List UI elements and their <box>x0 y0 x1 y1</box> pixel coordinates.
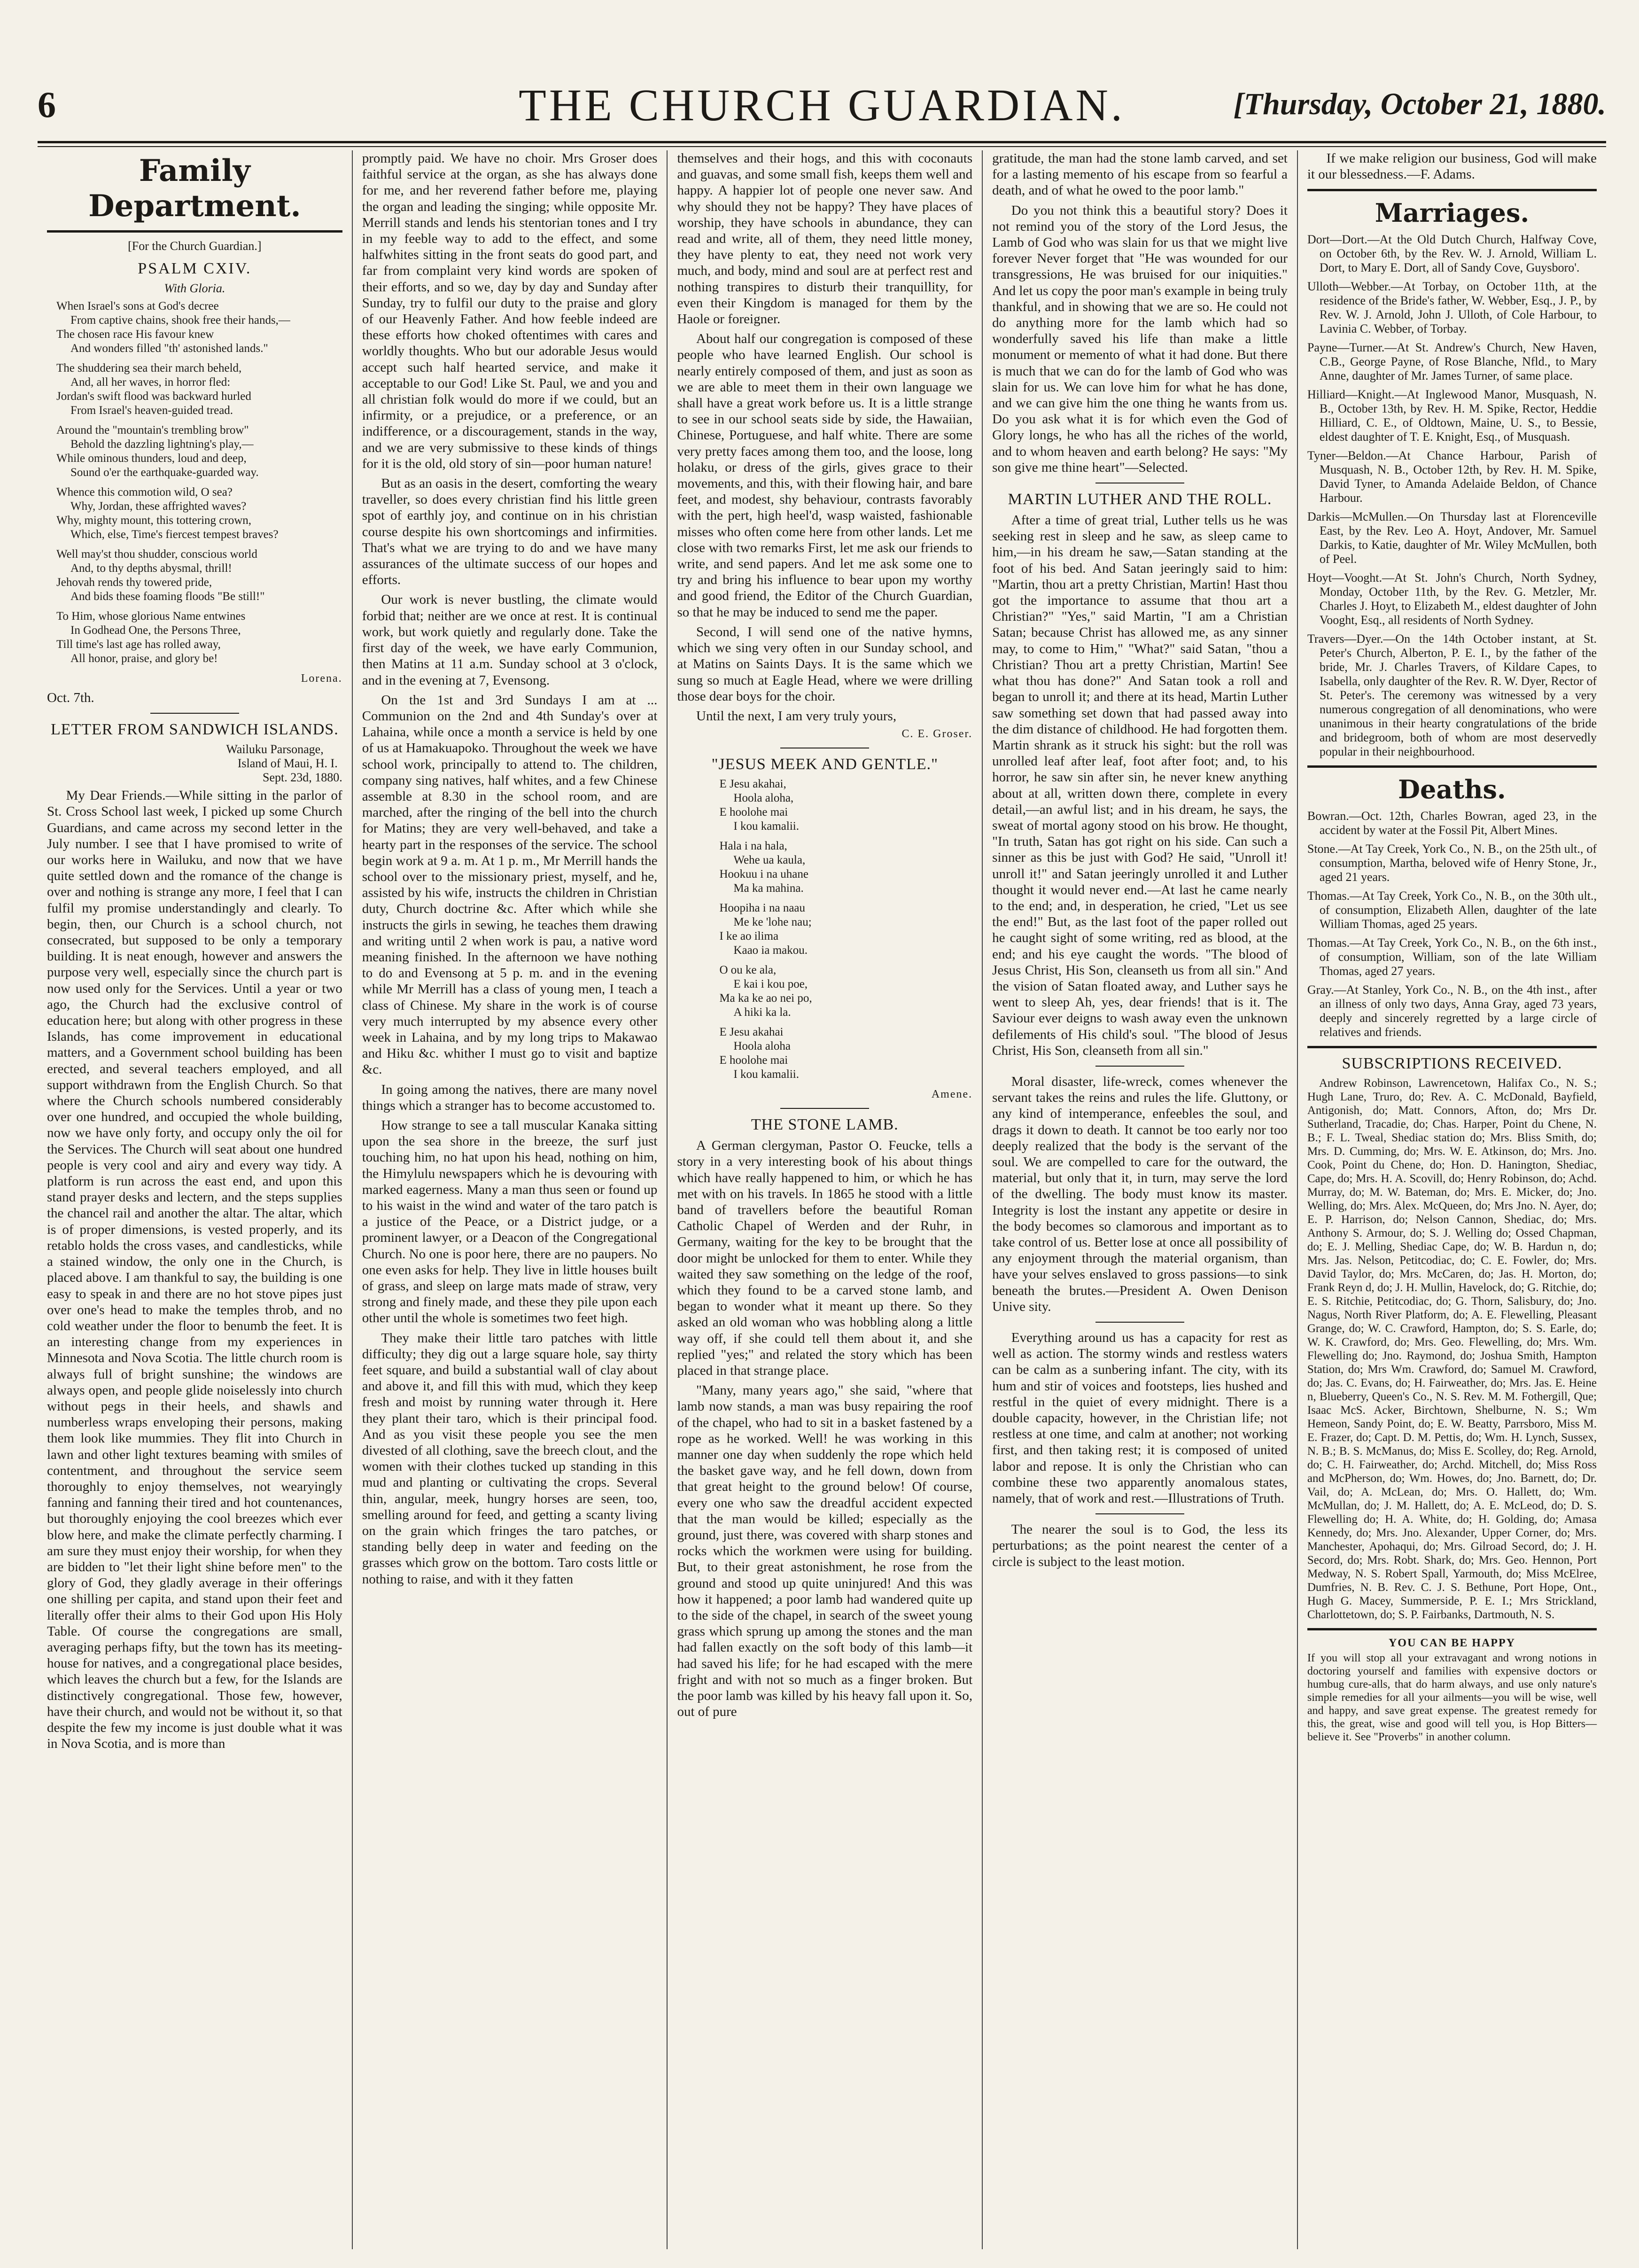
psalm-poem <box>56 299 342 666</box>
letter-date: Sept. 23d, 1880. <box>262 771 342 785</box>
article-paragraph: The nearer the soul is to God, the less its perturbations; as the point nearest the center of a circle is subject to the least motion. <box>992 1522 1288 1569</box>
column-3 <box>668 150 983 2249</box>
marriage-entry: Hoyt—Vooght.—At St. John's Church, North Sydney, Monday, October 11th, by the Rev. G. Metzler, Mr. Charles J. Hoyt, to Elizabeth M., eldest daughter of John Vooght, Esq., all residents of North Sydney. <box>1307 571 1597 627</box>
family-department-heading: Family Department. <box>88 153 301 224</box>
article-paragraph: "Many, many years ago," she said, "where that lamb now stands, a man was busy repairing the roof of the chapel, who had to sit in a basket fastened by a rope as he worked. Well! he was working in this manner one day when suddenly the rope which held the basket gave way, and he fell down, down from that great height to the ground below! Of course, every one who saw the dreadful accident expected that the man would be killed; especially as the ground, just there, was covered with sharp stones and rocks which the workmen were using for building. But, to their great astonishment, he rose from the ground and stood up quite uninjured! And this was how it happened; a poor lamb had wandered quite up to the side of the chapel, in search of the sweet young grass which sprung up among the stones and the man had fallen exactly on the soft body of this lamb—it had saved his life; for he had escaped with the mere fright and with not so much as a finger broken. But the poor lamb was killed by his heavy fall upon it. So, out of pure <box>677 1383 973 1720</box>
page-number: 6 <box>38 84 56 125</box>
letter-paragraph: But as an oasis in the desert, comforting the weary traveller, so does every christian find his little green spot of earthly joy, and continue on in his christian course despite his own shortcomings and infirmities. That's what we are trying to do and we have many assurances of the ultimate success of our hopes and efforts. <box>362 476 658 588</box>
death-entry: Bowran.—Oct. 12th, Charles Bowran, aged 23, in the accident by water at the Fossil Pit, Albert Mines. <box>1307 809 1597 837</box>
letter-heading: LETTER FROM SANDWICH ISLANDS. <box>51 721 339 739</box>
hymn-stanza: E Jesu akahai Hoola aloha E hoolohe mai I kou kamalii. <box>719 1026 799 1081</box>
death-entry: Gray.—At Stanley, York Co., N. B., on the 4th inst., after an illness of only two days, Anna Gray, aged 73 years, deeply and sincerely regretted by a large circle of relatives and friends. <box>1307 983 1597 1039</box>
poem-stanza: When Israel's sons at God's decree From captive chains, shook free their hands,— The chosen race His favour knew And wonders filled "th' astonished lands." <box>56 300 290 355</box>
rule <box>1307 765 1597 768</box>
hymn-stanza: Hala i na hala, Wehe ua kaula, Hookuu i na uhane Ma ka mahina. <box>719 840 808 895</box>
poem-stanza: Well may'st thou shudder, conscious world And, to thy depths abysmal, thrill! Jehovah rends thy towered pride, And bids these foaming floods "Be still!" <box>56 548 265 603</box>
marriage-entry: Ulloth—Webber.—At Torbay, on October 11th, at the residence of the Bride's father, W. Webber, Esq., J. P., by Rev. W. J. Arnold, John J. Ulloth, of Cole Harbour, to Lavinia C. Webber, of Torbay. <box>1307 280 1597 336</box>
quote-paragraph: If we make religion our business, God will make it our blessedness.—F. Adams. <box>1307 151 1597 182</box>
article-paragraph: Everything around us has a capacity for rest as well as action. The stormy winds and restless waters can be calm as a sunbering infant. The city, with its hum and stir of voices and footsteps, lies hushed and restful in the quiet of every midnight. There is a double capacity, however, in the Christian life; not restless at one time, and calm at another; not working first, and then taking rest; it is composed of united labor and repose. It is only the Christian who can combine these two apparently anomalous states, namely, that of work and rest.—Illustrations of Truth. <box>992 1330 1288 1506</box>
newspaper-title: THE CHURCH GUARDIAN. <box>519 80 1125 130</box>
article-paragraph: A German clergyman, Pastor O. Feucke, tells a story in a very interesting book of his about things which have really happened to him, or which he has met with on his travels. In 1865 he stood with a little band of travellers before the beautiful Roman Catholic Chapel of Werden and der Ruhr, in Germany, waiting for the key to be brought that the door might be unlocked for them to enter. While they waited they saw something on the ledge of the roof, which they found to be a carved stone lamb, and began to wonder what it meant up there. So they asked an old woman who was hobbling along a little way off, if she could tell them about it, and she replied "yes;" and related the story which has been placed in that strange place. <box>677 1138 973 1378</box>
deaths-heading: Deaths. <box>1398 774 1506 805</box>
hymn-stanza: O ou ke ala, E kai i kou poe, Ma ka ke ao nei po, A hiki ka la. <box>719 964 812 1019</box>
column-1 <box>38 150 353 2249</box>
divider <box>992 482 1288 484</box>
poem-signature: Lorena. <box>301 672 342 685</box>
letter-paragraph: About half our congregation is composed of these people who have learned English. Our school is nearly entirely composed of them, and just as soon as we are able to meet them in their own language we shall have a great work before us. It is a little strange to see in our school seats side by side, the Hawaiian, Chinese, Portuguese, and half white. There are some very pretty faces among them too, and the loose, long holaku, or dress of the girls, gives grace to their movements, and this, with their flowing hair, and bare feet, and modest, shy behaviour, contrasts favorably with the pert, high heel'd, wasp waisted, fashionable misses who often come here from other lands. Let me close with two remarks First, let me ask our friends to write, and send papers. And let me ask some one to try and bring his influence to bear upon my worthy and good friend, the Editor of the Church Guardian, so that he may be induced to send me the paper. <box>677 331 973 620</box>
column-4 <box>983 150 1298 2249</box>
letter-paragraph: In going among the natives, there are many novel things which a stranger has to become accustomed to. <box>362 1082 658 1113</box>
column-2 <box>353 150 668 2249</box>
advert-heading: YOU CAN BE HAPPY <box>1388 1637 1515 1650</box>
article-paragraph: Do you not think this a beautiful story? Does it not remind you of the story of the Lord Jesus, the Lamb of God who was slain for us that we might live forever Never forget that "He was wounded for our transgressions, He was bruised for our iniquities." And let us copy the poor man's example in being truly thankful, and in showing that we are so. He could not do anything more for the lamb which had so wonderfully saved his life than make a little monument or memento of what it had done. But there is much that we can do for the lamb of God who was slain for us. We can love him for what he has done, and we can give him the one thing he wants from us. Do you ask what it is for which even the God of Glory longs, he who has all the riches of the world, and to whom heaven and earth belong? He says: "My son give me thine heart"—Selected. <box>992 203 1288 475</box>
marriage-entry: Tyner—Beldon.—At Chance Harbour, Parish of Musquash, N. B., October 12th, by Rev. H. M. Spike, David Tyner, to Amanda Adelaide Beldon, of Chance Harbour. <box>1307 449 1597 505</box>
hymn-stanza: Hoopiha i na naau Me ke 'lohe nau; I ke ao ilima Kaao ia makou. <box>719 902 812 957</box>
poem-stanza: The shuddering sea their march beheld, And, all her waves, in horror fled: Jordan's swift flood was backward hurled From Israel's heaven-guided tread. <box>56 362 251 417</box>
poem-credit: [For the Church Guardian.] <box>128 239 262 253</box>
issue-date: [Thursday, October 21, 1880. <box>1233 87 1606 121</box>
rule <box>47 230 342 233</box>
article-paragraph: gratitude, the man had the stone lamb carved, and set for a lasting memento of his escape from so fearful a death, and of what he owed to the poor lamb." <box>992 151 1288 198</box>
divider <box>992 1513 1288 1515</box>
death-entry: Stone.—At Tay Creek, York Co., N. B., on the 25th ult., of consumption, Martha, beloved wife of Henry Stone, Jr., aged 21 years. <box>1307 842 1597 884</box>
letter-paragraph: themselves and their hogs, and this with coconauts and guavas, and some small fish, keeps them well and happy. A happier lot of people one never saw. And why should they not be happy? They have places of worship, they have schools in abundance, they can read and write, all of them, they need little money, they have plenty to eat, they need not work very much, and body, mind and soul are at perfect rest and nothing transpires to disturb their tranquillity, for even their Kingdom is managed for them by the Haole or foreigner. <box>677 151 973 327</box>
poem-title: PSALM CXIV. <box>138 260 252 277</box>
poem-date: Oct. 7th. <box>47 690 94 705</box>
subscriptions-heading: SUBSCRIPTIONS RECEIVED. <box>1342 1055 1562 1073</box>
rule <box>1307 1046 1597 1048</box>
hymn-amen: Amene. <box>931 1088 973 1101</box>
columns <box>38 150 1606 2249</box>
poem-stanza: Around the "mountain's trembling brow" Behold the dazzling lightning's play,— While ominous thunders, loud and deep, Sound o'er the earthquake-guarded way. <box>56 424 259 479</box>
poem-subtitle: With Gloria. <box>164 281 225 295</box>
subscriptions-list: Andrew Robinson, Lawrencetown, Halifax Co., N. S.; Hugh Lane, Truro, do; Rev. A. C. McDonald, Bayfield, Antigonish, do; Matt. Connors, Afton, do; Mrs Dr. Sutherland, Tracadie, do; Chas. Harper, Point du Chene, N. B.; F. L. Tweal, Shediac station do; Mrs. Bliss Smith, do; Mrs. D. Cumming, do; Mrs. W. E. Atkinson, do; Mrs. Jno. Cook, Point du Chene, do; Hon. D. Hanington, Shediac, Cape, do; Mrs. H. A. Scovill, do; Henry Robinson, do; Achd. Murray, do; M. W. Bateman, do; Mrs. E. Micker, do; Jno. Welling, do; Mrs. Alex. McQueen, do; Mrs Jno. N. Ayer, do; E. P. Harrison, do; Nelson Cannon, Shediac, do; Mrs. Anthony S. Armour, do; S. J. Welling do; Ossed Chapman, do; E. J. Melling, Shediac Cape, do; W. B. Hardun n, do; Mrs. Jas. Nelson, Petitcodiac, do; C. E. Fowler, do; Mrs. David Taylor, do; Mrs. McCaren, do; Jas. H. Morton, do; Frank Reyn d, do; J. H. Mullin, Havelock, do; G. Ritchie, do; E. S. Ritchie, Petitcodiac, do; G. Thorn, Salisbury, do; Jno. Nagus, North River Platform, do; A. E. Flewelling, Pleasant Grange, do; W. C. Crawford, Hampton, do; S. S. Earle, do; W. K. Crawford, do; Mrs. Geo. Flewelling, do; Mrs. Wm. Flewelling do; Jno. Raymond, do; Joshua Smith, Hampton Station, do; Mrs Wm. Crawford, do; Samuel M. Crawford, do; Jas. C. Evans, do; H. Fairweather, do; Mrs. Jas. E. Heine n, Blueberry, Queen's Co., N. S. Rev. M. M. Fothergill, Que; Isaac McS. Acker, Birchtown, Shelburne, N. S.; Wm Hemeon, Sandy Point, do; E. W. Beatty, Parrsboro, Miss M. E. Frazer, do; Capt. D. M. Pettis, do; Wm. H. Lynch, Sussex, N. B.; B. S. McManus, do; Miss E. Scolley, do; Reg. Arnold, do; C. H. Fairweather, do; Archd. Mitchell, do; Miss Ross and McPherson, do; Wm. Howes, do; Jno. Barnett, do; Dr. Vail, do; A. McLean, do; Mrs. O. Hallett, do; Wm. McMullan, do; J. M. Hallett, do; A. E. McLeod, do; D. S. Flewelling do; H. A. White, do; H. Golding, do; Amasa Kennedy, do; Mrs. Jno. Alexander, Upper Corner, do; Mrs. Manchester, Apohaqui, do; Mrs. Gilroad Secord, do; J. H. Secord, do; Mrs. Robt. Shark, do; Mrs. Geo. Hennon, Port Medway, N. S. Robert Spall, Yarmouth, do; Miss McElree, Dumfries, N. B. Rev. C. J. S. Bethune, Port Hope, Ont., Hugh G. Macey, Summerside, P. E. I.; Mrs Strickland, Charlottetown, do; S. P. Fairbanks, Dartmouth, N. S. <box>1307 1077 1597 1621</box>
advert-text: If you will stop all your extravagant and wrong notions in doctoring yourself and families with expensive doctors or humbug cure-alls, that do harm always, and use only nature's simple remedies for all your ailments—you will be wise, well and happy, and save great expense. The greatest remedy for this, the great, wise and good will tell you, is Hop Bitters—believe it. See "Proverbs" in another column. <box>1307 1652 1597 1744</box>
marriages-heading: Marriages. <box>1375 198 1530 228</box>
letter-paragraph: My Dear Friends.—While sitting in the parlor of St. Cross School last week, I picked up some Church Guardians, and came across my second letter in the July number. I see that I have promised to write of our works here in Wailuku, and now that we have quite settled down and the romance of the change is over and nothing is strange any more, I feel that I can fulfil my promise understandingly and clearly. To begin, then, our Church is a school church, not consecrated, but supposed to be only a temporary building. It is neat enough, however and answers the purpose very well, especially since the church part is now used only for the Services. Until a year or two ago, the Church had the exclusive control of education here; but along with other progress in these Islands, has come improvement in educational matters, and a Government school building has been erected, and several teachers employed, and all support withdrawn from the English Church. So that where the Church schools numbered considerably over one hundred, and occupied the whole building, now we have only forty, and occupy only the oil for the Services. The Church will seat about one hundred people is very cool and airy and every way tidy. A platform is run across the east end, and upon this stand prayer desks and lectern, and the steps supplies the chancel rail and another the altar. The altar, which is of proper dimensions, is vested properly, and its retablo holds the cross vases, and candlesticks, while a stained window, the only one in the Church, is placed above. I am thankful to say, the building is one easy to speak in and there are no hot stove pipes just over one's head to make the temples throb, and no cold weather under the floor to benumb the feet. It is an interesting change from my experiences in Minnesota and Nova Scotia. The little church room is always full of bright sunshine; the windows are always open, and people glide noiselessly into church without pegs in their heels, and shawls and numberless wraps enveloping their persons, making them look like mummies. They flit into Church in lawn and other light textures beaming with smiles of contentment, and throughout the service seem thoroughly to enjoy themselves, not wearyingly fanning and fanning their tired and hot countenances, but thoroughly enjoying the cool breezes which ever blow here, and make the climate perfectly charming. I am sure they must enjoy their worship, for when they are bidden to "let their light shine before men" to the glory of God, they gladly average in their offerings one shilling per capita, and stand upon their feet and literally offer their alms to their God upon His Holy Table. Of course the congregations are small, averaging perhaps fifty, but the town has its meeting-house for natives, and a congregational place besides, which leaves the church but a few, for the Islands are distinctively congregational. Those few, however, have their church, and would not be without it, so that despite the few my income is just double what it was in Nova Scotia, and is more than <box>47 788 342 1752</box>
divider <box>992 1065 1288 1067</box>
letter-paragraph: Second, I will send one of the native hymns, which we sing very often in our Sunday school, and at Matins on Saints Days. It is the same which we sung so much at Eagle Head, where we were drilling those dear boys for the choir. <box>677 624 973 704</box>
letter-signature: C. E. Groser. <box>901 728 973 740</box>
letter-paragraph: Our work is never bustling, the climate would forbid that; neither are we once at rest. It is continual work, but work quietly and regularly done. Take the first day of the week, we have early Communion, then Matins at 11 a.m. Sunday school at 3 o'clock, and in the evening at 7, Evensong. <box>362 592 658 688</box>
divider <box>47 712 342 714</box>
hymn-poem <box>719 777 972 1082</box>
letter-paragraph: Until the next, I am very truly yours, <box>696 708 897 724</box>
poem-stanza: To Him, whose glorious Name entwines In Godhead One, the Persons Three, Till time's last age has rolled away, All honor, praise, and glory be! <box>56 610 246 665</box>
marriage-entry: Payne—Turner.—At St. Andrew's Church, New Haven, C.B., George Payne, of Rose Blanche, Nfld., to Mary Anne, daughter of Mr. James Turner, of same place. <box>1307 341 1597 383</box>
death-entry: Thomas.—At Tay Creek, York Co., N. B., on the 30th ult., of consumption, Elizabeth Allen, daughter of the late William Thomas, aged 25 years. <box>1307 889 1597 931</box>
divider <box>992 1321 1288 1323</box>
divider <box>677 1107 972 1109</box>
letter-paragraph: On the 1st and 3rd Sundays I am at ... Communion on the 2nd and 4th Sunday's over at Lahaina, while once a month a service is held by one of us at Hamakuapoko. Throughout the week we have school work, principally to attend to. The children, company sing natives, half whites, and a few Chinese assemble at 8.30 in the school room, and are marched, after the ringing of the bell into the church for Matins; they are very well-behaved, and take a hearty part in the responses of the service. The school begin work at 9 a. m. At 1 p. m., Mr Merrill hands the school over to the missionary priest, myself, and he, assisted by his wife, instructs the children in Christian duty, Church doctrine &c. After which while she instructs the girls in sewing, he teaches them drawing and writing until 2 when work is pau, a native word meaning finished. In the afternoon we have nothing to do and Evensong at 5 p. m. and in the evening while Mr Merrill has a class of young men, I teach a class of Chinese. My share in the work is of course very much interrupted by my absence every other week in Lahaina, and by my long trips to Makawao and Hiku &c. whither I must go to visit and baptize &c. <box>362 692 658 1077</box>
hymn-stanza: E Jesu akahai, Hoola aloha, E hoolohe mai I kou kamalii. <box>719 778 799 833</box>
masthead <box>38 79 1606 135</box>
letter-place: Wailuku Parsonage, <box>226 742 324 756</box>
stone-lamb-heading: THE STONE LAMB. <box>751 1116 899 1134</box>
marriage-entry: Hilliard—Knight.—At Inglewood Manor, Musquash, N. B., October 13th, by Rev. H. M. Spike, Rector, Heddie Hilliard, C. E., of Oldtown, Maine, U. S., to Bessie, eldest daughter of T. E. Knight, Esq., of Musquash. <box>1307 388 1597 444</box>
column-5 <box>1298 150 1606 2249</box>
death-entry: Thomas.—At Tay Creek, York Co., N. B., on the 6th inst., of consumption, William, son of the late William Thomas, aged 27 years. <box>1307 936 1597 978</box>
masthead-rule <box>38 141 1606 147</box>
article-paragraph: Moral disaster, life-wreck, comes whenever the servant takes the reins and rules the life. Gluttony, or any kind of intemperance, enfeebles the soul, and drags it down to death. It cannot be too early nor too deeply realized that the body is the servant of the soul. We are compelled to care for the outward, the material, but only that it, in turn, may serve the lord of the dwelling. The body must know its master. Integrity is lost the instant any appetite or desire in the body becomes so clamorous and important as to take control of us. Better lose at once all possibility of any enjoyment through the material organism, than have your selves enslaved to gross passions—to sink beneath the brutes.—President A. Owen Denison Unive sity. <box>992 1074 1288 1314</box>
hymn-heading: "JESUS MEEK AND GENTLE." <box>711 756 938 773</box>
letter-paragraph: They make their little taro patches with little difficulty; they dig out a large square hole, say thirty feet square, and build a substantial wall of clay about and above it, and fill this with mud, which they keep fresh and moist by running water through it. Here they plant their taro, which is their principal food. And as you visit these people you see the men divested of all clothing, save the breech clout, and the women with their clothes tucked up standing in this mud and planting or cultivating the crops. Several thin, angular, meek, hungry horses are seen, too, smelling around for feed, and getting a scanty living on the grain which fringes the taro patches, or standing belly deep in water and feeding on the grasses which grow on the bottom. Taro costs little or nothing to raise, and with it they fatten <box>362 1330 658 1587</box>
marriage-entry: Darkis—McMullen.—On Thursday last at Florenceville East, by the Rev. Leo A. Hoyt, Andover, Mr. Samuel Darkis, to Katie, daughter of Mr. Wiley McMullen, both of Peel. <box>1307 510 1597 566</box>
letter-paragraph: How strange to see a tall muscular Kanaka sitting upon the sea shore in the breeze, the surf just touching him, no hat upon his head, nothing on him, the Himylulu newspapers which he is devouring with marked eagerness. Many a man thus seen or found up to his waist in the wind and water of the taro patch is a justice of the Peace, or a District judge, or a prominent lawyer, or a Deacon of the Congregational Church. No one is poor here, there are no paupers. No one even asks for help. They live in little houses built of grass, and sleep on large mats made of straw, very strong and finely made, and these they pile upon each other until the whole is sometimes two feet high. <box>362 1117 658 1326</box>
poem-stanza: Whence this commotion wild, O sea? Why, Jordan, these affrighted waves? Why, mighty mount, this tottering crown, Which, else, Time's fiercest tempest braves? <box>56 486 279 541</box>
article-paragraph: After a time of great trial, Luther tells us he was seeking rest in sleep and he saw, as sleep came to him,—in his dream he saw,—Satan standing at the foot of his bed. And Satan jeeringly said to him: "Martin, thou art a pretty Christian, Martin! Hast thou got the importance to assume that thou art a Christian?" "Yes," said Martin, "I am a Christian Satan; because Christ has allowed me, as any sinner may, to come to Him," "What?" said Satan, "thou a Christian? Thou art a pretty Christian, Martin! See what thou has done?" And Satan took a roll and began to unroll it; and there at its head, Martin Luther saw something set down that had passed away into the dim distance of childhood. He had forgotten them. Martin shrank as it struck his sight: but the roll was unrolled leaf after leaf, foot after foot; and, to his horror, he saw sin after sin, he never knew anything about at all, written down there, complete in every detail,—an awful list; and in his dream, he says, the sweat of mortal agony stood on his brow. He thought, "In truth, Satan has got right on his side. Can such a sinner as this be just with God? He said, "Unroll it! unroll it!" and Satan jeeringly unrolled it and Luther thought it would never end.—At last he came nearly to the end; and, in desperation, he cried, "Let us see the end!" But, as the last foot of the paper rolled out he caught sight of some writing, red as blood, at the end; and his eye caught the words. "The blood of Jesus Christ, His Son, cleanseth us from all sin." And the vision of Satan floated away, and Luther says he went to sleep Ah, yes, dear friends! that is it. The Saviour ever deigns to wash away even the unknown defilements of His child's soul. "The blood of Jesus Christ, His Son, cleanseth from all sin." <box>992 513 1288 1058</box>
rule <box>1307 1628 1597 1630</box>
luther-heading: MARTIN LUTHER AND THE ROLL. <box>1008 491 1272 508</box>
rule <box>1307 189 1597 191</box>
marriage-entry: Dort—Dort.—At the Old Dutch Church, Halfway Cove, on October 6th, by the Rev. W. J. Arnold, William L. Dort, to Mary E. Dort, all of Sandy Cove, Guysboro'. <box>1307 233 1597 275</box>
letter-paragraph: promptly paid. We have no choir. Mrs Groser does faithful service at the organ, as she has always done for me, and her reverend father before me, playing the organ and leading the singing; while opposite Mr. Merrill stands and lends his stentorian tones and I try in my feeble way to add to the effect, and some halfwhites sitting in the front seats do good part, and far from complaint very kind words are spoken of their efforts, and so we, day by day and Sunday after Sunday, try to fulfil our duty to the praise and glory of our Heavenly Father. And how feeble indeed are these efforts how choked oftentimes with cares and worldly thoughts. Who but our adorable Jesus would accept such half hearted service, and make it acceptable to our God! Like St. Paul, we and you and all christian folk would do more if we could, but an infirmity, or a prejudice, or a preference, or an indifference, or a discouragement, stands in the way, and we are very submissive to these kinds of things for it is the old, old story of sin—poor human nature! <box>362 151 658 471</box>
marriage-entry: Travers—Dyer.—On the 14th October instant, at St. Peter's Church, Alberton, P. E. I., by the father of the bride, Mr. J. Charles Travers, of Kildare Capes, to Isabella, only daughter of the Rev. R. W. Dyer, Rector of St. Peter's. The ceremony was witnessed by a very numerous congregation of all denominations, who were unanimous in their hearty congratulations of the bride and bridegroom, both of whom are most deservedly popular in their neighbourhood. <box>1307 632 1597 759</box>
divider <box>677 747 972 749</box>
letter-place-2: Island of Maui, H. I. <box>237 756 338 771</box>
